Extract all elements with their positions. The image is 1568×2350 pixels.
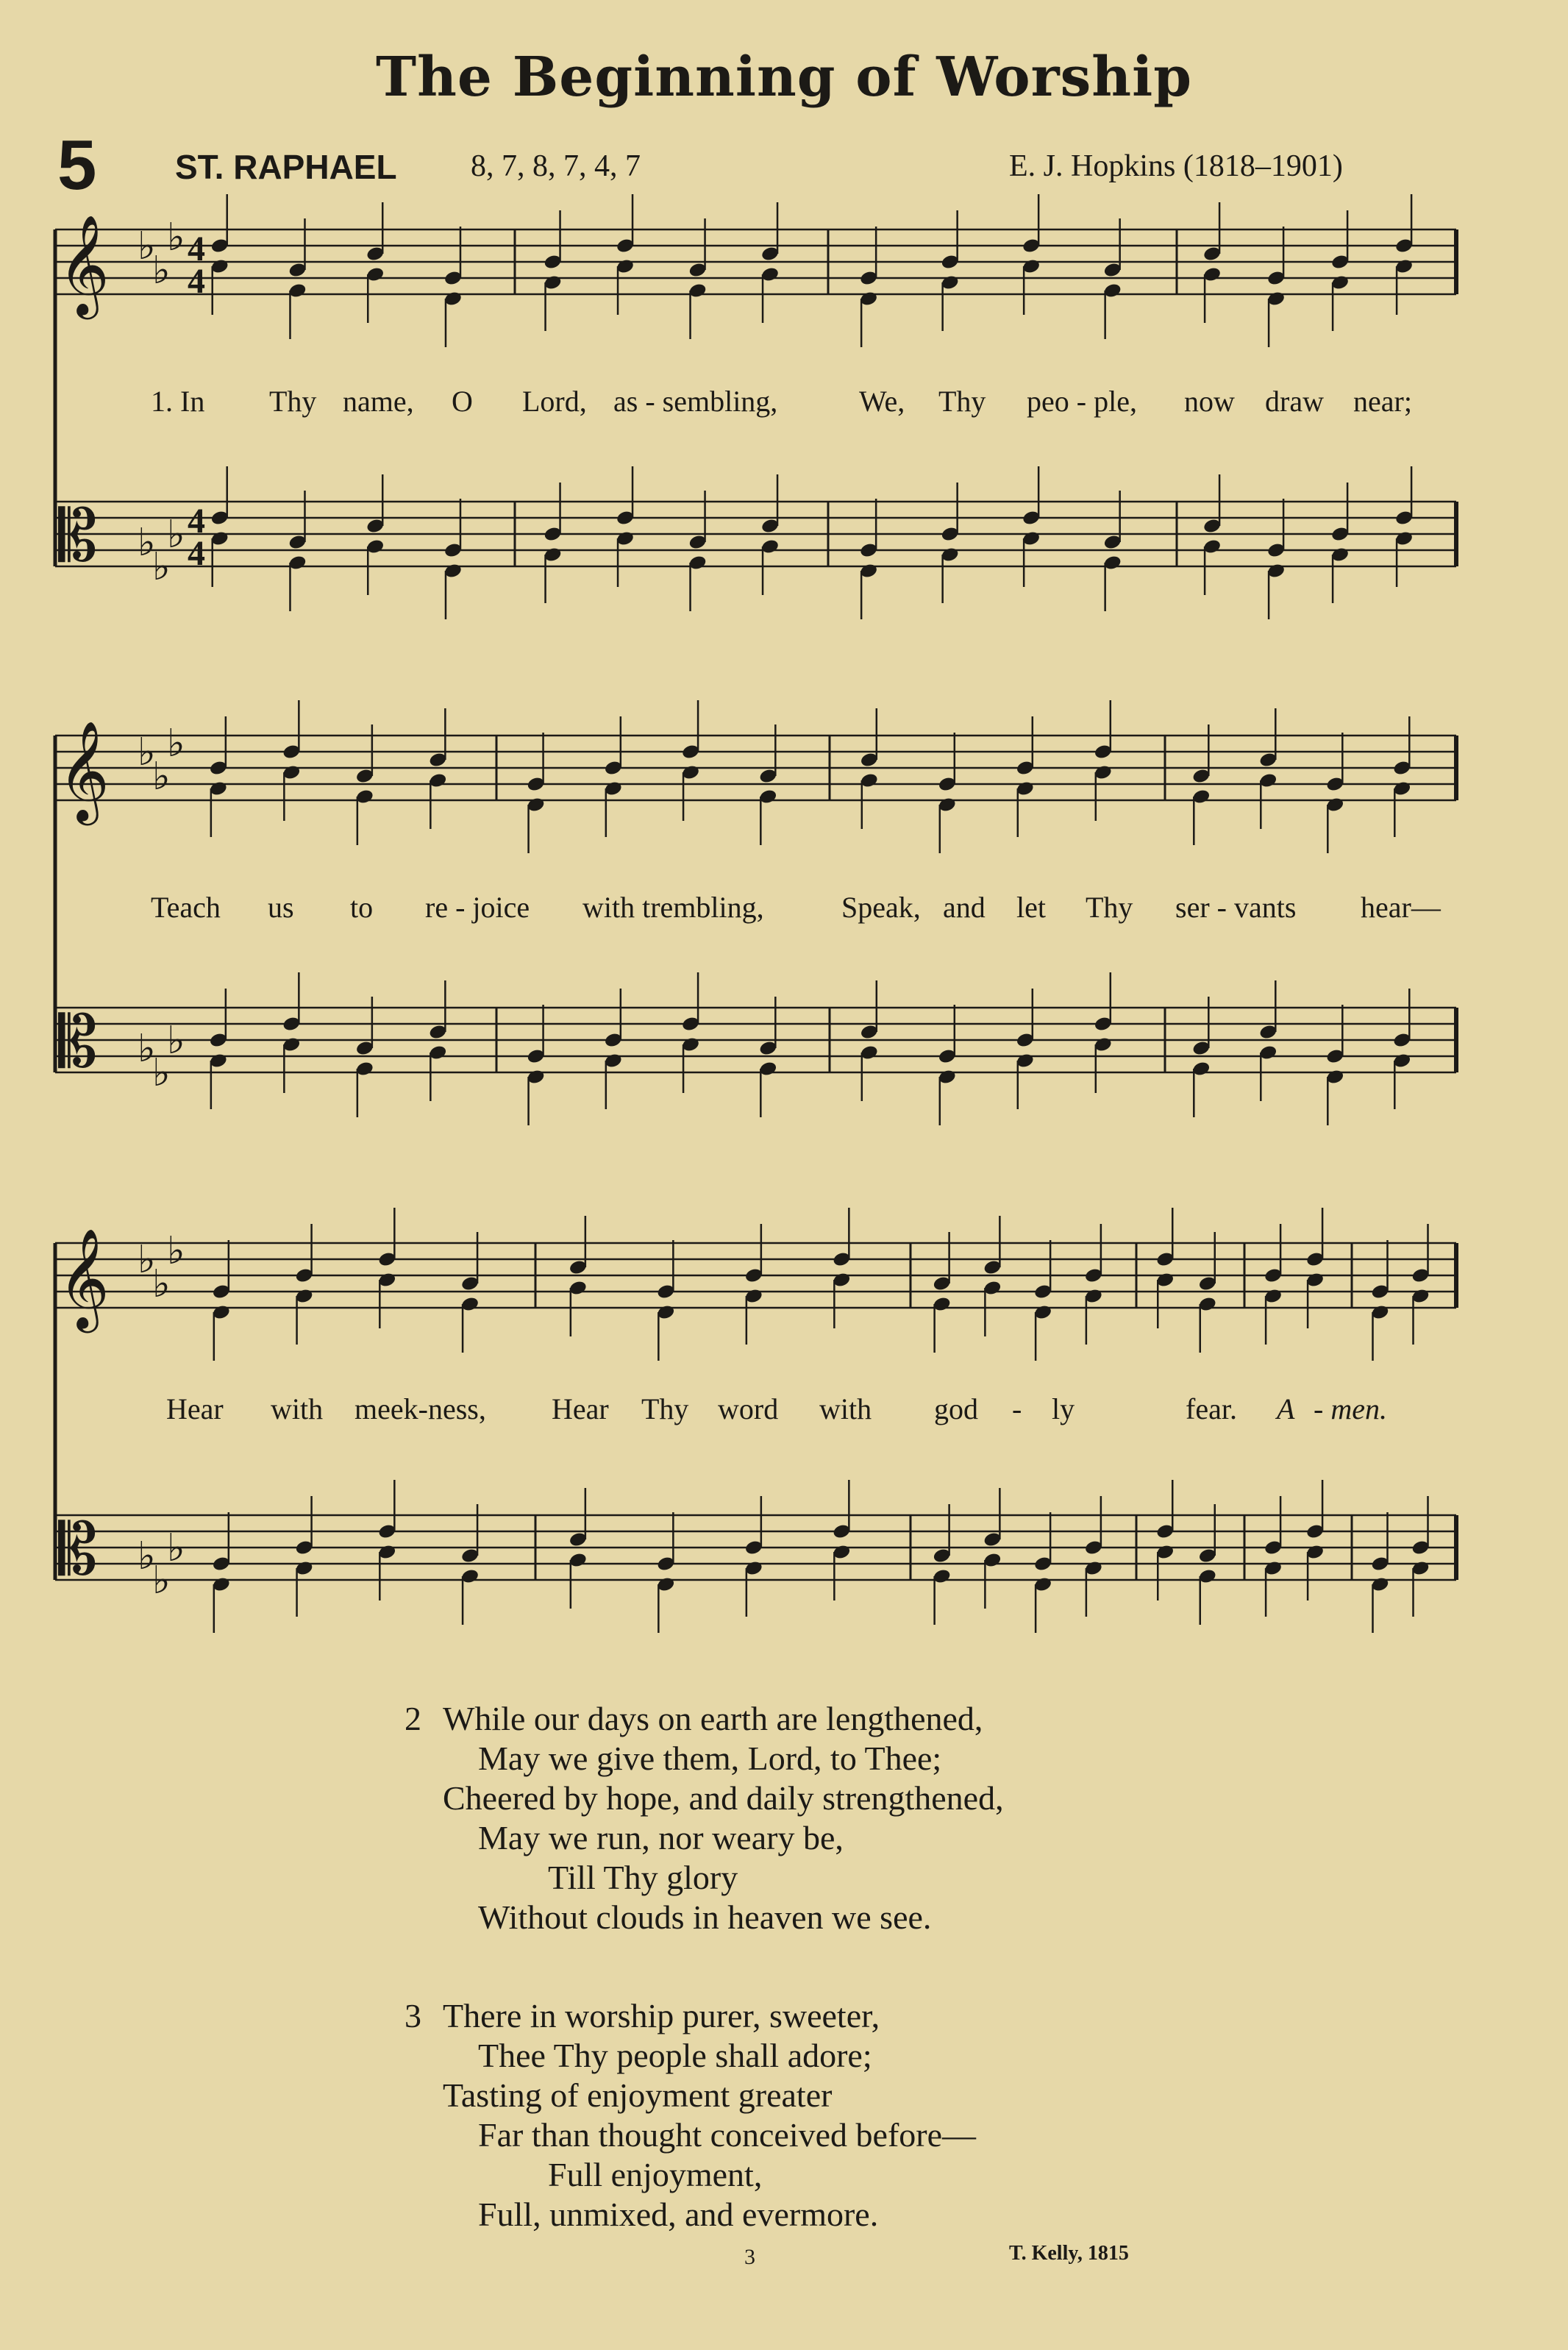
lyric-syllable: Thy: [1086, 891, 1133, 924]
lyric-syllable: Thy: [938, 385, 986, 418]
lyric-syllable: Hear: [552, 1392, 609, 1425]
lyric-syllable: -: [1012, 1392, 1022, 1425]
alto-clef-icon: 𝄡: [58, 1509, 98, 1591]
lyric-syllable: Teach: [151, 891, 221, 924]
meter: 8, 7, 8, 7, 4, 7: [471, 149, 641, 183]
lyric-syllable: We,: [859, 385, 905, 418]
lyric-syllable: Hear: [166, 1392, 224, 1425]
lyric-syllable: A: [1277, 1392, 1295, 1425]
flat-icon: ♭: [138, 224, 156, 268]
lyric-syllable: with trembling,: [582, 891, 764, 924]
treble-clef-icon: 𝄞: [58, 719, 110, 821]
flat-icon: ♭: [167, 722, 185, 766]
lyric-syllable: us: [268, 891, 294, 924]
verse-line: There in worship purer, sweeter,: [443, 1997, 880, 2034]
flat-icon: ♭: [138, 1027, 156, 1071]
lyric-syllable: name,: [343, 385, 414, 418]
lyric-syllable: Speak,: [841, 891, 921, 924]
time-signature-bottom: 4: [188, 534, 205, 573]
flat-icon: ♭: [167, 1229, 185, 1273]
flat-icon: ♭: [138, 1238, 156, 1282]
lyric-syllable: ly: [1052, 1392, 1075, 1425]
lyric-syllable: let: [1016, 891, 1046, 924]
lyric-syllable: meek-ness,: [354, 1392, 486, 1425]
treble-clef-icon: 𝄞: [58, 213, 110, 315]
lyric-syllable: with: [819, 1392, 872, 1425]
verse-line: Thee Thy people shall adore;: [478, 2037, 872, 2074]
flat-icon: ♭: [167, 216, 185, 260]
lyric-syllable: hear—: [1361, 891, 1441, 924]
time-signature-top: 4: [188, 229, 205, 268]
lyric-syllable: and: [943, 891, 986, 924]
verse-number: 2: [405, 1700, 421, 1737]
flat-icon: ♭: [152, 249, 171, 293]
lyric-syllable: Thy: [269, 385, 317, 418]
lyric-syllable: word: [718, 1392, 779, 1425]
flat-icon: ♭: [152, 1051, 171, 1095]
verse-line: While our days on earth are lengthened,: [443, 1700, 983, 1737]
verse-line: May we give them, Lord, to Thee;: [478, 1740, 942, 1777]
lyric-syllable: now: [1184, 385, 1235, 418]
flat-icon: ♭: [167, 1526, 185, 1570]
verse-3: [405, 1996, 976, 2235]
verse-line: Without clouds in heaven we see.: [478, 1898, 932, 1936]
text-author: T. Kelly, 1815: [1009, 2242, 1129, 2265]
flat-icon: ♭: [152, 1262, 171, 1306]
flat-icon: ♭: [152, 1559, 171, 1603]
lyric-syllable: 1. In: [151, 385, 205, 418]
lyric-syllable: Thy: [641, 1392, 689, 1425]
alto-clef-icon: 𝄡: [58, 1001, 98, 1083]
flat-icon: ♭: [167, 1019, 185, 1063]
lyric-syllable: Lord,: [522, 385, 587, 418]
tune-name: ST. RAPHAEL: [175, 148, 397, 186]
alto-clef-icon: 𝄡: [58, 495, 98, 577]
lyric-syllable: ser - vants: [1175, 891, 1297, 924]
lyric-syllable: O: [452, 385, 473, 418]
verse-line: Tasting of enjoyment greater: [443, 2076, 833, 2114]
time-signature-top: 4: [188, 502, 205, 541]
section-title: The Beginning of Worship: [376, 46, 1192, 109]
verse-line: Till Thy glory: [548, 1859, 738, 1896]
page-number: 3: [744, 2245, 755, 2269]
flat-icon: ♭: [138, 521, 156, 565]
lyric-syllable: to: [350, 891, 374, 924]
lyric-syllable: near;: [1353, 385, 1412, 418]
verse-line: Cheered by hope, and daily strengthened,: [443, 1779, 1004, 1817]
verse-number: 3: [405, 1997, 421, 2034]
lyric-syllable: - men.: [1314, 1392, 1387, 1425]
composer: E. J. Hopkins (1818–1901): [1009, 149, 1343, 183]
lyric-syllable: with: [271, 1392, 324, 1425]
lyric-syllable: draw: [1265, 385, 1324, 418]
lyric-syllable: fear.: [1186, 1392, 1237, 1425]
verse-line: Full enjoyment,: [548, 2156, 763, 2193]
lyric-syllable: peo - ple,: [1027, 385, 1137, 418]
treble-clef-icon: 𝄞: [58, 1227, 110, 1328]
flat-icon: ♭: [138, 730, 156, 775]
flat-icon: ♭: [152, 755, 171, 799]
flat-icon: ♭: [152, 545, 171, 589]
time-signature-bottom: 4: [188, 262, 205, 301]
hymn-number: 5: [57, 126, 97, 204]
flat-icon: ♭: [167, 513, 185, 557]
verse-line: Far than thought conceived before—: [478, 2116, 976, 2154]
lyric-syllable: god: [934, 1392, 978, 1425]
lyric-syllable: re - joice: [425, 891, 530, 924]
verse-line: May we run, nor weary be,: [478, 1819, 844, 1856]
verse-2: [405, 1699, 1004, 1937]
flat-icon: ♭: [138, 1534, 156, 1578]
lyric-syllable: as - sembling,: [613, 385, 778, 418]
verse-line: Full, unmixed, and evermore.: [478, 2196, 879, 2233]
